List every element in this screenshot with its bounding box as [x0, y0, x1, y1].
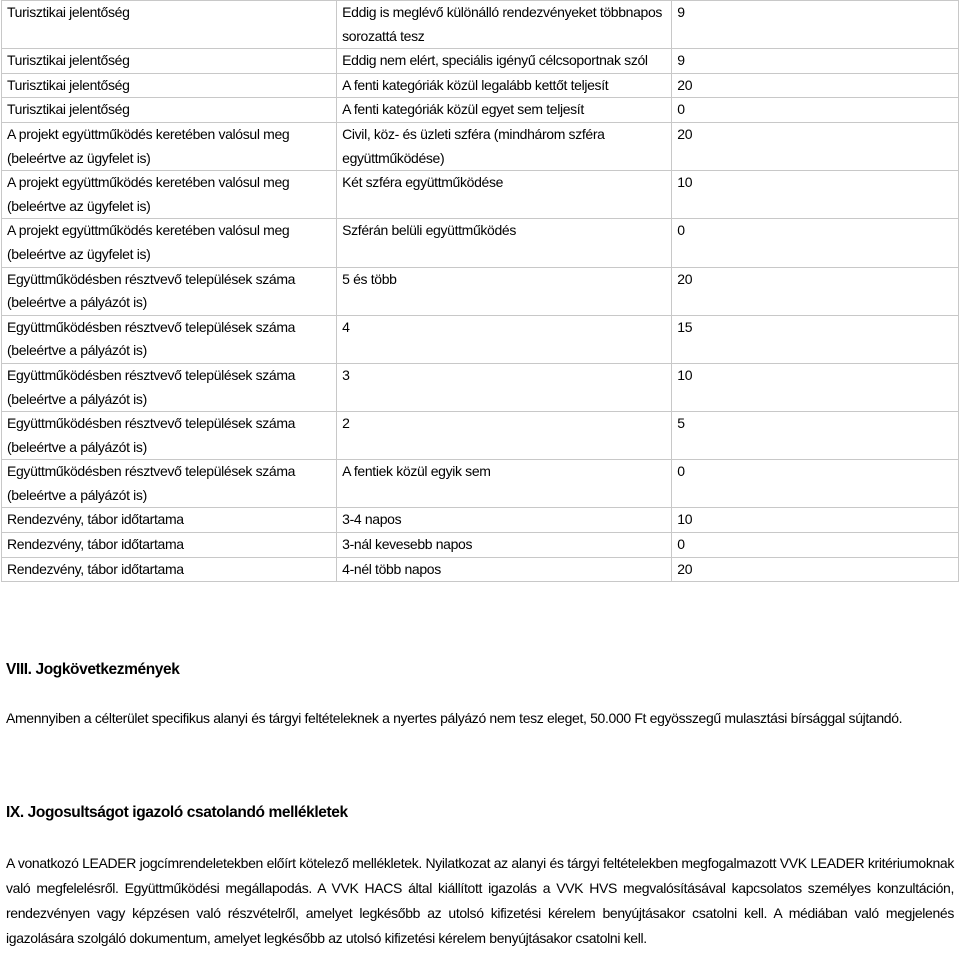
- table-row: [2, 533, 959, 558]
- score-cell: 0: [672, 219, 959, 267]
- score-cell: 5: [672, 412, 959, 460]
- condition-cell: Szférán belüli együttműködés: [337, 219, 672, 267]
- score-cell: 20: [672, 122, 959, 170]
- criterion-cell: A projekt együttműködés keretében valósul meg (beleértve az ügyfelet is): [2, 219, 337, 267]
- table-row: [2, 508, 959, 533]
- table-row: [2, 315, 959, 363]
- criterion-cell: Turisztikai jelentőség: [2, 73, 337, 98]
- table-row: [2, 460, 959, 508]
- score-cell: 20: [672, 557, 959, 582]
- criterion-cell: Turisztikai jelentőség: [2, 49, 337, 74]
- criterion-cell: Együttműködésben résztvevő települések száma (beleértve a pályázót is): [2, 315, 337, 363]
- condition-cell: 2: [337, 412, 672, 460]
- table-row: [2, 98, 959, 123]
- table-row: [2, 73, 959, 98]
- criterion-cell: Rendezvény, tábor időtartama: [2, 557, 337, 582]
- condition-cell: Civil, köz- és üzleti szféra (mindhárom szféra együttműködése): [337, 122, 672, 170]
- score-cell: 9: [672, 1, 959, 49]
- score-cell: 9: [672, 49, 959, 74]
- section-ix-paragraph: A vonatkozó LEADER jogcímrendeletekben előírt kötelező mellékletek. Nyilatkozat az alanyi és tárgyi feltételekben megfogalmazott VVK LEADER kritériumoknak való megfelelésről. Együttműködési megállapodás. A VVK HACS által kiállított igazolás a VVK HVS megvalósításával kapcsolatos személyes konzultáción, rendezvényen vagy képzésen való részvételről, amelyet legkésőbb az utolsó kifizetési kérelem benyújtásakor csatolni kell. A médiában való megjelenés igazolására szolgáló dokumentum, amelyet legkésőbb az utolsó kifizetési kérelem benyújtásakor csatolni kell.: [6, 855, 954, 946]
- condition-cell: Két szféra együttműködése: [337, 171, 672, 219]
- section-ix-heading: IX. Jogosultságot igazoló csatolandó mellékletek: [6, 804, 348, 821]
- table-row: [2, 363, 959, 411]
- criterion-cell: Turisztikai jelentőség: [2, 98, 337, 123]
- score-cell: 10: [672, 508, 959, 533]
- condition-cell: 3-4 napos: [337, 508, 672, 533]
- score-cell: 10: [672, 363, 959, 411]
- condition-cell: 3-nál kevesebb napos: [337, 533, 672, 558]
- criterion-cell: Együttműködésben résztvevő települések száma (beleértve a pályázót is): [2, 460, 337, 508]
- score-cell: 15: [672, 315, 959, 363]
- condition-cell: 5 és több: [337, 267, 672, 315]
- criterion-cell: Rendezvény, tábor időtartama: [2, 508, 337, 533]
- condition-cell: 3: [337, 363, 672, 411]
- condition-cell: Eddig is meglévő különálló rendezvényeket többnapos sorozattá tesz: [337, 1, 672, 49]
- condition-cell: A fenti kategóriák közül legalább kettőt teljesít: [337, 73, 672, 98]
- score-cell: 0: [672, 460, 959, 508]
- table-row: [2, 267, 959, 315]
- table-row: [2, 171, 959, 219]
- score-cell: 20: [672, 267, 959, 315]
- table-row: [2, 219, 959, 267]
- scoring-criteria-table: [1, 0, 959, 582]
- section-viii-paragraph: Amennyiben a célterület specifikus alanyi és tárgyi feltételeknek a nyertes pályázó nem tesz eleget, 50.000 Ft egyösszegű mulasztási bírsággal sújtandó.: [6, 710, 903, 726]
- score-cell: 20: [672, 73, 959, 98]
- criterion-cell: Turisztikai jelentőség: [2, 1, 337, 49]
- score-cell: 10: [672, 171, 959, 219]
- criterion-cell: A projekt együttműködés keretében valósul meg (beleértve az ügyfelet is): [2, 171, 337, 219]
- condition-cell: 4: [337, 315, 672, 363]
- condition-cell: A fenti kategóriák közül egyet sem teljesít: [337, 98, 672, 123]
- condition-cell: Eddig nem elért, speciális igényű célcsoportnak szól: [337, 49, 672, 74]
- table-row: [2, 1, 959, 49]
- score-cell: 0: [672, 98, 959, 123]
- criterion-cell: Együttműködésben résztvevő települések száma (beleértve a pályázót is): [2, 267, 337, 315]
- criterion-cell: Rendezvény, tábor időtartama: [2, 533, 337, 558]
- section-viii-heading: VIII. Jogkövetkezmények: [6, 661, 180, 678]
- score-cell: 0: [672, 533, 959, 558]
- criterion-cell: A projekt együttműködés keretében valósul meg (beleértve az ügyfelet is): [2, 122, 337, 170]
- condition-cell: A fentiek közül egyik sem: [337, 460, 672, 508]
- table-row: [2, 557, 959, 582]
- table-row: [2, 412, 959, 460]
- scoring-criteria-table-body: [2, 1, 959, 582]
- condition-cell: 4-nél több napos: [337, 557, 672, 582]
- criterion-cell: Együttműködésben résztvevő települések száma (beleértve a pályázót is): [2, 412, 337, 460]
- table-row: [2, 49, 959, 74]
- criterion-cell: Együttműködésben résztvevő települések száma (beleértve a pályázót is): [2, 363, 337, 411]
- table-row: [2, 122, 959, 170]
